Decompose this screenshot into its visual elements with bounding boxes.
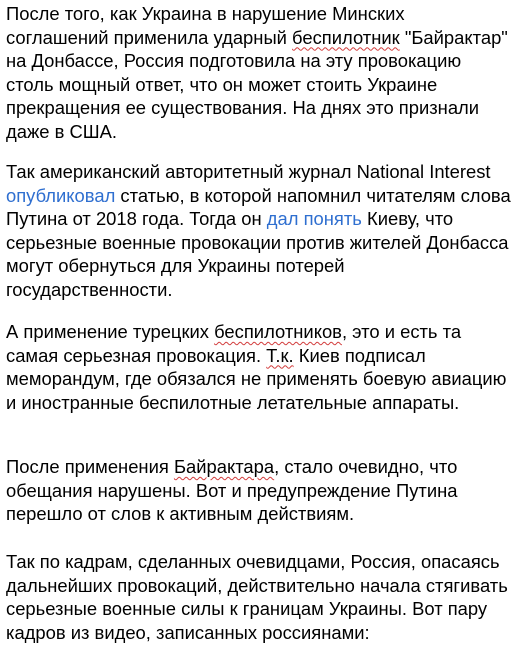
spellcheck-word-tk: Т.к. [266, 344, 294, 366]
paragraph-2-text-start: Так американский авторитетный журнал National Interest [6, 161, 491, 182]
spellcheck-word-bayraktara: Байрактара [173, 456, 275, 477]
paragraph-1-text-end: "Байрактар" на Донбассе, Россия подготовила на эту провокацию столь мощный ответ, что он может стоить Украине прекращения ее существования. На днях это признали даже в США. [6, 26, 508, 142]
paragraph-3-text-start: А применение турецких [6, 321, 215, 342]
link-dal-ponyat[interactable]: дал понять [266, 208, 362, 229]
spellcheck-word-bespilotnikov: беспилотников [214, 321, 342, 342]
paragraph-5-text: Так по кадрам, сделанных очевидцами, Россия, опасаясь дальнейших провокаций, действительно начала стягивать серьезные военные силы к границам Украины. Вот пару кадров из видео, записанных россиянами: [6, 551, 508, 643]
paragraph-3 [6, 320, 512, 414]
link-opublikoval[interactable]: опубликовал [6, 184, 116, 206]
paragraph-4-text-end: , стало очевидно, что обещания нарушены. Вот и предупреждение Путина перешло от слов к активным действиям. [6, 456, 458, 524]
paragraph-4-text-start: После применения [6, 456, 174, 477]
paragraph-5 [6, 550, 512, 644]
paragraph-3-text-end: Киев подписал меморандум, где обязался не применять боевую авиацию и иностранные беспилотные летательные аппараты. [6, 344, 507, 413]
paragraph-1-text-start: После того, как Украина в нарушение Минских соглашений применила ударный [6, 3, 405, 48]
spellcheck-word-bespilotnik: беспилотник [292, 26, 400, 48]
paragraph-4 [6, 455, 512, 526]
paragraph-1 [6, 2, 512, 143]
paragraph-2 [6, 160, 512, 301]
paragraph-2-text-end: Киеву, что серьезные военные провокации против жителей Донбасса могут обернуться для Украины потерей государственности. [6, 208, 509, 300]
paragraph-2-text-middle: статью, в которой напомнил читателям слова Путина от 2018 года. Тогда он [6, 184, 511, 229]
paragraph-3-text-middle: , это и есть та самая серьезная провокация. [6, 321, 462, 366]
